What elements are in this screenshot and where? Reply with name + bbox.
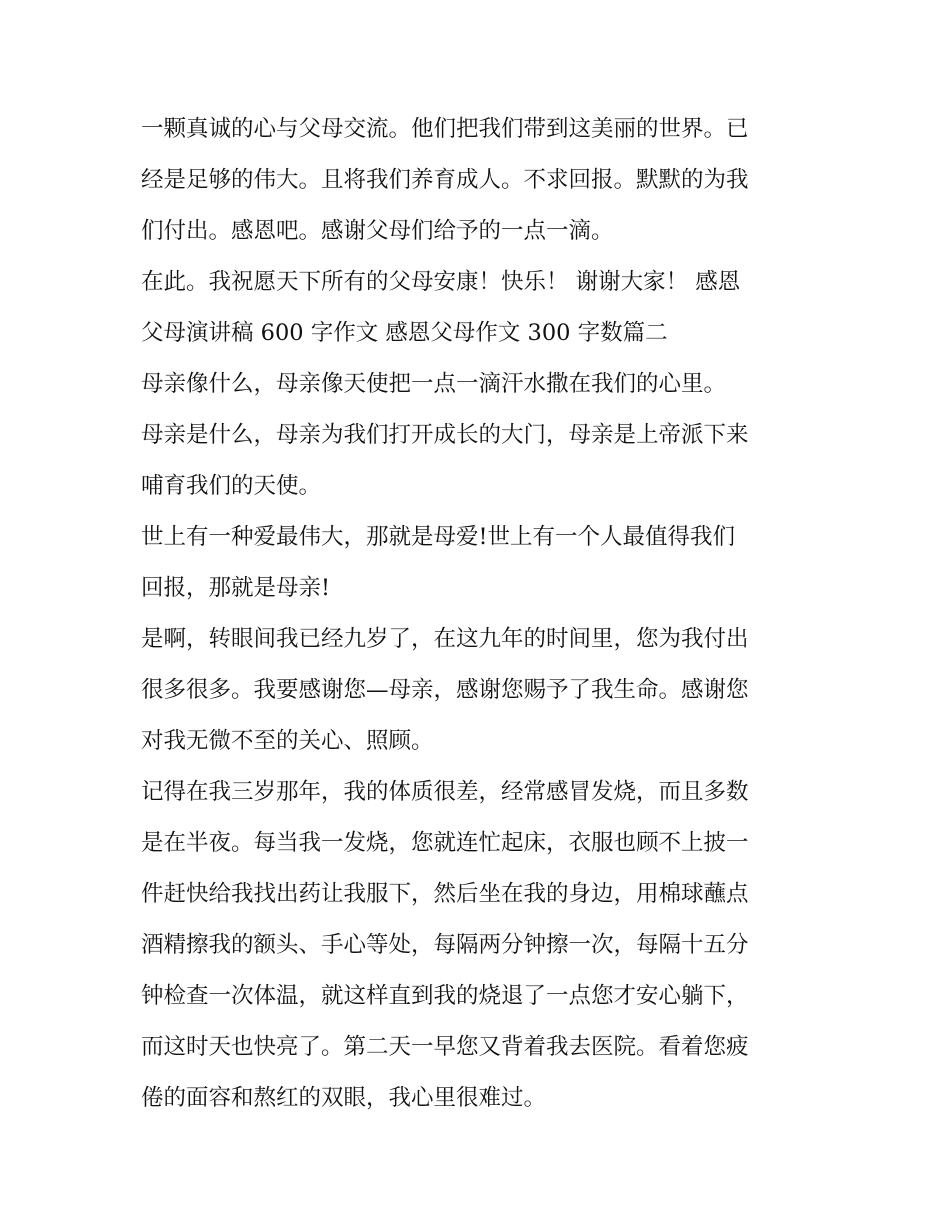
- text-line: 一颗真诚的心与父母交流。他们把我们带到这美丽的世界。已: [141, 116, 749, 142]
- text-line: 倦的面容和熬红的双眼，我心里很难过。: [141, 1085, 547, 1111]
- text-line: 对我无微不至的关心、照顾。: [141, 728, 434, 754]
- text-line: 是在半夜。每当我一发烧，您就连忙起床，衣服也顾不上披一: [141, 830, 749, 856]
- text-line: 钟检查一次体温，就这样直到我的烧退了一点您才安心躺下，: [141, 983, 749, 1009]
- text-line: 经是足够的伟大。且将我们养育成人。不求回报。默默的为我: [141, 167, 749, 193]
- document-body: [141, 104, 813, 1124]
- text-line: 们付出。感恩吧。感谢父母们给予的一点一滴。: [141, 218, 614, 244]
- text-line: 而这时天也快亮了。第二天一早您又背着我去医院。看着您疲: [141, 1034, 749, 1060]
- text-line: 母亲是什么，母亲为我们打开成长的大门，母亲是上帝派下来: [141, 422, 749, 448]
- text-line: 在此。我祝愿天下所有的父母安康！快乐！ 谢谢大家！ 感恩: [141, 269, 741, 295]
- text-line: 父母演讲稿 600 字作文 感恩父母作文 300 字数篇二: [141, 320, 668, 346]
- text-line: 回报，那就是母亲!: [141, 575, 331, 601]
- text-line: 酒精擦我的额头、手心等处，每隔两分钟擦一次，每隔十五分: [141, 932, 749, 958]
- text-line: 件赶快给我找出药让我服下，然后坐在我的身边，用棉球蘸点: [141, 881, 749, 907]
- text-line: 母亲像什么，母亲像天使把一点一滴汗水撒在我们的心里。: [141, 371, 727, 397]
- text-line: 世上有一种爱最伟大，那就是母爱!世上有一个人最值得我们: [141, 524, 736, 550]
- text-line: 是啊，转眼间我已经九岁了，在这九年的时间里，您为我付出: [141, 626, 749, 652]
- text-line: 很多很多。我要感谢您—母亲，感谢您赐予了我生命。感谢您: [141, 677, 749, 703]
- text-line: 记得在我三岁那年，我的体质很差，经常感冒发烧，而且多数: [141, 779, 749, 805]
- text-line: 哺育我们的天使。: [141, 473, 322, 499]
